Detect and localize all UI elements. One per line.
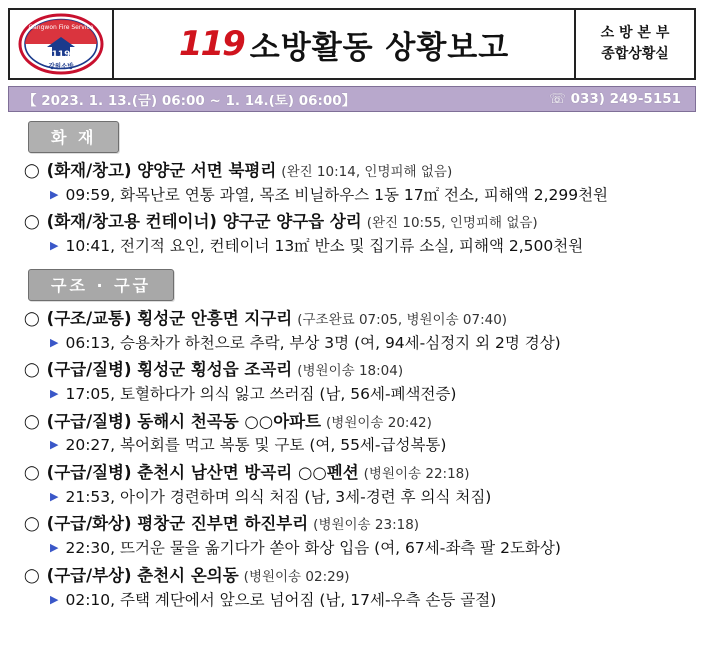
circle-bullet-icon: ◯ [24, 163, 40, 179]
item-meta: (병원이송 02:29) [243, 568, 350, 585]
circle-bullet-icon: ◯ [24, 214, 40, 231]
item-meta: (병원이송 20:42) [326, 414, 432, 431]
triangle-bullet-icon: ▶ [50, 592, 59, 606]
item-detail: 22:30, 뜨거운 물을 옮기다가 쏟아 화상 입음 (여, 67세-좌측 팔 2도화상) [65, 539, 561, 558]
list-item [10, 562, 694, 613]
item-detail-row [10, 234, 694, 259]
item-detail-row [10, 485, 694, 510]
item-meta: (병원이송 23:18) [313, 517, 420, 534]
telephone-icon: ☏ [549, 91, 566, 107]
circle-bullet-icon: ◯ [24, 310, 40, 327]
item-meta: (완진 10:55, 인명피해 없음) [366, 215, 538, 232]
item-title: (화재/창고) 양양군 서면 북평리 [46, 161, 277, 180]
item-detail: 09:59, 화목난로 연통 과열, 목조 비닐하우스 1동 17㎡ 전소, 피해액 2,299천원 [65, 185, 609, 204]
logo-119: 119 [178, 24, 244, 64]
list-item [10, 356, 694, 407]
item-title: (구급/질병) 횡성군 횡성읍 조곡리 [46, 360, 293, 380]
item-heading [10, 305, 694, 331]
list-item [10, 208, 694, 259]
triangle-bullet-icon: ▶ [50, 438, 59, 452]
section-fire [10, 112, 694, 260]
item-detail-row [10, 183, 694, 208]
item-detail-row [10, 331, 694, 356]
item-heading [10, 356, 694, 382]
list-item [10, 157, 694, 208]
svg-text:강원소방: 강원소방 [48, 62, 74, 70]
item-heading [10, 408, 694, 434]
item-detail-row [10, 382, 694, 407]
page-title: 소방활동 상황보고 [249, 29, 510, 66]
emblem-container [10, 10, 114, 78]
triangle-bullet-icon: ▶ [50, 541, 59, 555]
list-item [10, 305, 694, 356]
circle-bullet-icon: ◯ [24, 567, 40, 584]
circle-bullet-icon: ◯ [24, 516, 40, 533]
item-detail-row [10, 588, 694, 613]
period-bar [8, 86, 696, 112]
item-meta: (병원이송 18:04) [297, 363, 404, 380]
item-detail: 06:13, 승용차가 하천으로 추락, 부상 3명 (여, 94세-심정지 외 2명 경상) [65, 333, 561, 352]
item-heading [10, 208, 694, 234]
item-title: (구조/교통) 횡성군 안흥면 지구리 [46, 308, 293, 328]
contact-phone [549, 91, 681, 107]
triangle-bullet-icon: ▶ [50, 489, 59, 503]
list-item [10, 510, 694, 561]
item-heading [10, 157, 694, 183]
circle-bullet-icon: ◯ [24, 413, 40, 430]
issuer-line-2: 종합상황실 [601, 46, 669, 62]
triangle-bullet-icon: ▶ [50, 187, 59, 201]
item-heading [10, 562, 694, 588]
report-period: 【 2023. 1. 13.(금) 06:00 ~ 1. 14.(토) 06:00】 [23, 93, 356, 109]
svg-text:Gangwon Fire Service: Gangwon Fire Service [28, 24, 94, 31]
item-heading [10, 459, 694, 485]
triangle-bullet-icon: ▶ [50, 387, 59, 401]
item-title: (구급/부상) 춘천시 온의동 [46, 565, 239, 585]
item-meta: (완진 10:14, 인명피해 없음) [281, 164, 453, 180]
triangle-bullet-icon: ▶ [50, 335, 59, 349]
item-detail: 02:10, 주택 계단에서 앞으로 넘어짐 (남, 17세-우측 손등 골절) [65, 590, 497, 609]
item-meta: (구조완료 07:05, 병원이송 07:40) [297, 311, 508, 328]
item-detail-row [10, 433, 694, 458]
report-header [8, 8, 696, 80]
item-heading [10, 510, 694, 536]
phone-number: 033) 249-5151 [570, 91, 681, 107]
item-title: (구급/질병) 동해시 천곡동 ○○아파트 [46, 411, 322, 431]
circle-bullet-icon: ◯ [24, 464, 40, 481]
item-detail: 10:41, 전기적 요인, 컨테이너 13㎡ 반소 및 집기류 소실, 피해액 2,500천원 [65, 237, 584, 256]
svg-text:119: 119 [51, 50, 71, 60]
section-title-fire: 화 재 [28, 121, 119, 153]
issuer-line-1: 소 방 본 부 [600, 25, 670, 41]
issuer-block [576, 10, 694, 78]
item-title: (화재/창고용 컨테이너) 양구군 양구읍 상리 [46, 212, 362, 232]
list-item [10, 408, 694, 459]
list-item [10, 459, 694, 510]
fire-department-emblem-icon [17, 13, 105, 75]
item-meta: (병원이송 22:18) [363, 465, 470, 482]
section-title-rescue-ems: 구조 · 구급 [28, 269, 174, 301]
item-detail-row [10, 536, 694, 561]
item-detail: 21:53, 아이가 경련하며 의식 처짐 (남, 3세-경련 후 의식 처짐) [65, 487, 492, 506]
item-detail: 17:05, 토혈하다가 의식 잃고 쓰러짐 (남, 56세-폐색전증) [65, 385, 457, 404]
circle-bullet-icon: ◯ [24, 362, 40, 379]
item-title: (구급/화상) 평창군 진부면 하진부리 [46, 514, 309, 534]
item-title: (구급/질병) 춘천시 남산면 방곡리 ○○펜션 [46, 462, 359, 482]
item-detail: 20:27, 복어회를 먹고 복통 및 구토 (여, 55세-급성복통) [65, 436, 447, 455]
triangle-bullet-icon: ▶ [50, 239, 59, 253]
report-body [0, 112, 704, 613]
title-block [114, 10, 576, 78]
section-rescue-ems [10, 260, 694, 613]
